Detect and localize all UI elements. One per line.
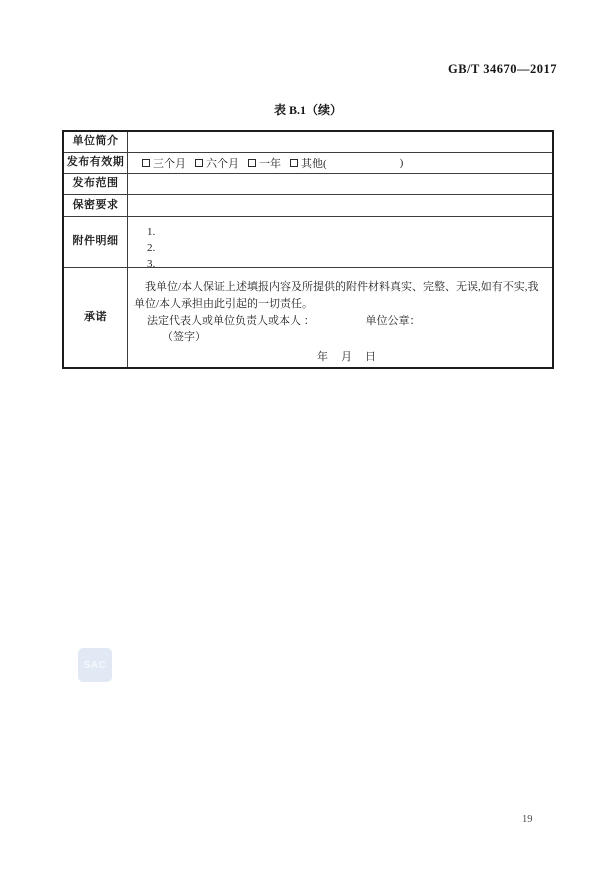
checkbox-icon (142, 159, 150, 167)
row-value-confidentiality (128, 195, 552, 216)
option-three-months (142, 155, 186, 171)
table-row (64, 268, 552, 367)
row-label-attachments: 附件明细 (64, 217, 128, 267)
form-table (62, 130, 554, 369)
commitment-signature-line (147, 313, 544, 330)
row-label-scope: 发布范围 (64, 174, 128, 194)
row-value-unit-intro (128, 132, 552, 152)
row-label-confidentiality: 保密要求 (64, 195, 128, 216)
signature-hint: （签字） (162, 331, 206, 343)
row-value-commitment (128, 268, 552, 367)
option-label: 三个月 (153, 158, 186, 170)
option-label: 一年 (259, 158, 281, 170)
commitment-statement: 我单位/本人保证上述填报内容及所提供的附件材料真实、完整、无误,如有不实,我单位/本人承担由此引起的一切责任。 (134, 281, 539, 310)
unit-seal-label: 单位公章： (365, 314, 421, 327)
option-one-year (248, 155, 281, 171)
table-row (64, 195, 552, 217)
row-label-commitment: 承诺 (64, 268, 128, 367)
checkbox-icon (248, 159, 256, 167)
attachment-item: 1. (147, 226, 156, 238)
row-label-unit-intro: 单位简介 (64, 132, 128, 152)
attachment-item: 2. (147, 242, 156, 254)
table-row (64, 153, 552, 174)
option-other (290, 155, 327, 171)
option-six-months (195, 155, 239, 171)
table-row (64, 132, 552, 153)
page-number: 19 (522, 814, 533, 825)
option-label: 六个月 (206, 158, 239, 170)
row-value-scope (128, 174, 552, 194)
row-label-validity: 发布有效期 (64, 153, 128, 173)
checkbox-icon (290, 159, 298, 167)
table-row (64, 217, 552, 268)
standard-number-header: GB/T 34670—2017 (447, 62, 557, 76)
attachment-item: 3. (147, 258, 156, 270)
checkbox-icon (195, 159, 203, 167)
table-row (64, 174, 552, 195)
option-label: 其他( (301, 158, 327, 170)
sac-watermark-logo: SAC (78, 648, 112, 682)
legal-representative-label: 法定代表人或单位负责人或本人 ： (147, 314, 315, 327)
other-close-paren: ) (399, 157, 404, 169)
row-value-attachments (128, 217, 552, 270)
date-line: 年 月 日 (317, 350, 377, 363)
row-value-validity (128, 153, 552, 173)
table-title: 表 B.1（续） (273, 103, 342, 117)
